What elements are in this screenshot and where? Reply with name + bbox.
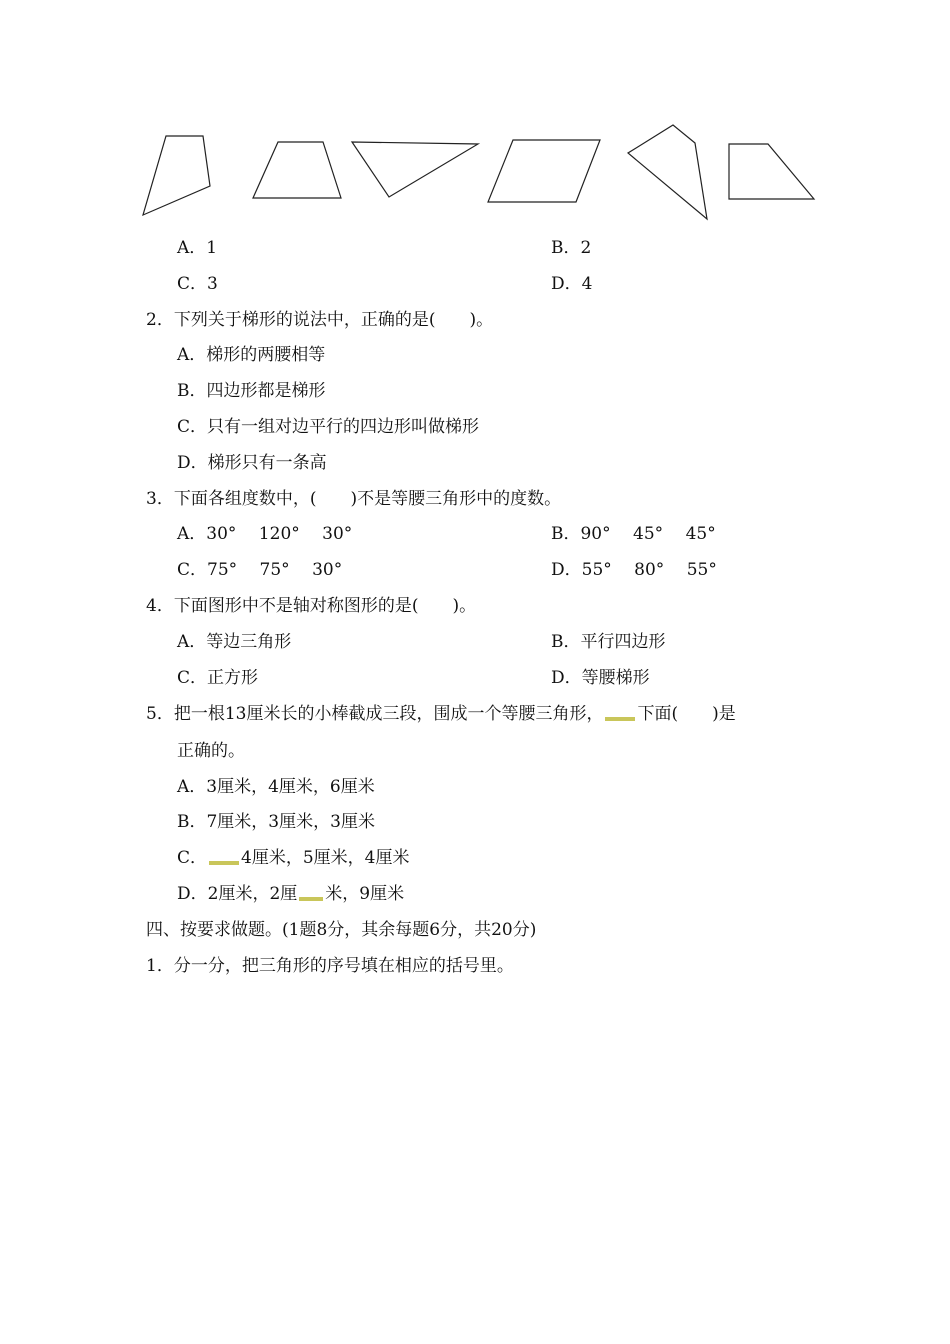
q5-option-a: A．3厘米，4厘米，6厘米	[177, 777, 375, 797]
q5-stem-part1: 5．把一根13厘米长的小棒截成三段，围成一个等腰三角形，	[146, 704, 604, 724]
q4-option-d: D．等腰梯形	[551, 668, 650, 688]
q3-option-b: B．90° 45° 45°	[551, 524, 716, 544]
shape-right-trapezoid	[729, 144, 814, 199]
q4-option-b: B．平行四边形	[551, 632, 666, 652]
q2-option-b: B．四边形都是梯形	[177, 381, 326, 401]
q1-option-d: D．4	[551, 274, 593, 294]
q3-stem: 3．下面各组度数中，( )不是等腰三角形中的度数。	[146, 489, 562, 509]
q5-option-d	[177, 882, 404, 906]
shape-irregular-quadrilateral	[143, 136, 210, 215]
q3-option-a: A．30° 120° 30°	[177, 524, 353, 544]
shape-obtuse-triangle	[352, 142, 478, 197]
highlight-mark	[209, 861, 239, 865]
shape-trapezoid	[253, 142, 341, 198]
q2-option-a: A．梯形的两腰相等	[177, 345, 326, 365]
q1-option-b: B．2	[551, 238, 592, 258]
section4-heading: 四、按要求做题。(1题8分，其余每题6分，共20分)	[146, 920, 537, 940]
q4-stem: 4．下面图形中不是轴对称图形的是( )。	[146, 596, 477, 616]
q4-option-a: A．等边三角形	[177, 632, 292, 652]
q1-option-a: A．1	[177, 238, 218, 258]
q5-option-b: B．7厘米，3厘米，3厘米	[177, 812, 375, 832]
q5-option-c-prefix: C．	[177, 848, 208, 868]
q2-option-c: C．只有一组对边平行的四边形叫做梯形	[177, 417, 480, 437]
section4-q1-stem: 1．分一分，把三角形的序号填在相应的括号里。	[146, 956, 514, 976]
q5-option-d-part2: 米，9厘米	[325, 884, 405, 904]
q5-option-c-rest: 4厘米，5厘米，4厘米	[241, 848, 410, 868]
q5-stem-line2: 正确的。	[177, 741, 245, 761]
q2-stem: 2．下列关于梯形的说法中，正确的是( )。	[146, 310, 494, 330]
q3-option-d: D．55° 80° 55°	[551, 560, 717, 580]
q4-option-c: C．正方形	[177, 668, 259, 688]
q5-stem-part2: 下面( )是	[637, 704, 736, 724]
q2-option-d: D．梯形只有一条高	[177, 453, 327, 473]
highlight-mark	[299, 897, 323, 901]
q5-stem	[146, 702, 736, 726]
q5-option-d-part1: D．2厘米，2厘	[177, 884, 298, 904]
q3-option-c: C．75° 75° 30°	[177, 560, 343, 580]
shapes-figure	[0, 0, 950, 240]
shape-parallelogram	[488, 140, 600, 202]
q5-option-c	[177, 846, 409, 870]
q1-option-c: C．3	[177, 274, 218, 294]
highlight-mark	[605, 717, 635, 721]
shape-kite-quadrilateral	[628, 125, 707, 219]
